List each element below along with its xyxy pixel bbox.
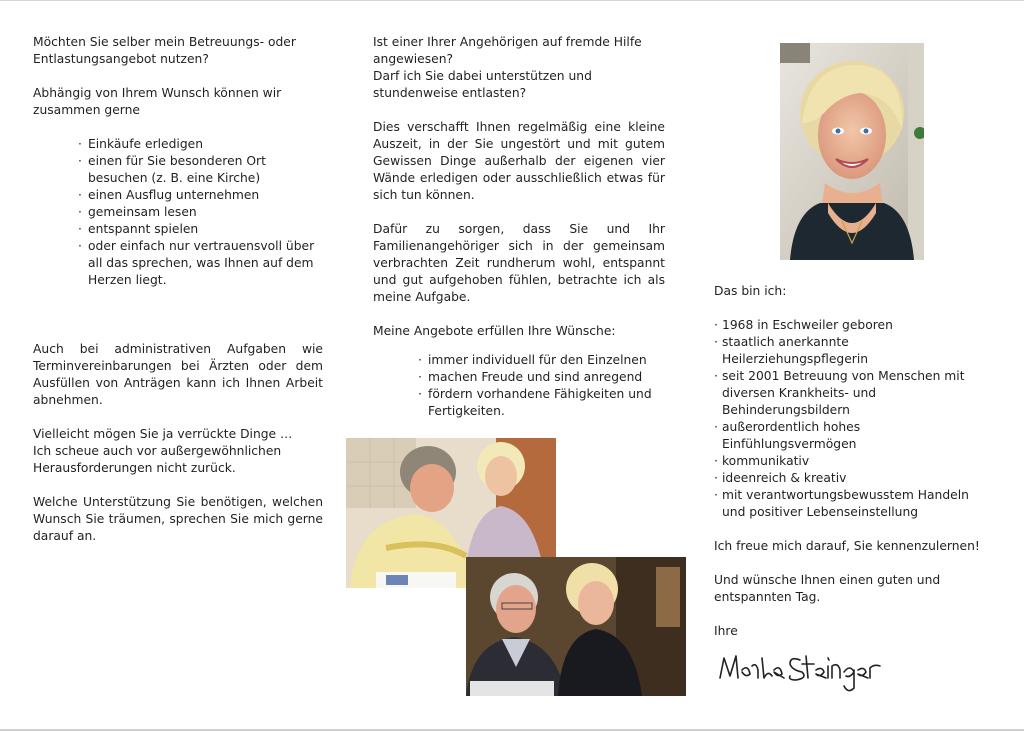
crazy-line-1: Vielleicht mögen Sie ja verrückte Dinge … — [33, 427, 293, 441]
break-text: Dies verschafft Ihnen regelmäßig eine kleine Auszeit, in der Sie ungestört und mit gutem Gewissen Dinge außerhalb der eigenen vier Wände erledigen oder ausschließlich etwas für sich tun können. — [373, 120, 665, 202]
question-line-2: Darf ich Sie dabei unterstützen und stundenweise entlasten? — [373, 69, 592, 100]
greeting-2: Und wünsche Ihnen einen guten und entspannten Tag. — [714, 573, 941, 604]
depending-text: Abhängig von Ihrem Wunsch können wir zusammen gerne — [33, 86, 282, 117]
list-item: · machen Freude und sind anregend — [428, 369, 668, 386]
left-column — [33, 34, 323, 545]
sign-off: Ihre — [714, 624, 738, 638]
list-item: · immer individuell für den Einzelnen — [428, 352, 668, 369]
facts-list — [714, 317, 994, 521]
list-item: · außerordentlich hohes Einfühlungsvermögen — [714, 419, 994, 453]
crazy-line-2: Ich scheue auch vor außergewöhnlichen Herausforderungen nicht zurück. — [33, 444, 282, 475]
list-item: · mit verantwortungsbewusstem Handeln und positiver Lebenseinstellung — [714, 487, 994, 521]
list-item: · entspannt spielen — [88, 221, 320, 238]
admin-text: Auch bei administrativen Aufgaben wie Terminvereinbarungen bei Ärzten oder dem Ausfüllen von Anträgen kann ich Ihnen Arbeit abnehmen. — [33, 342, 323, 407]
greeting-1: Ich freue mich darauf, Sie kennenzulernen! — [714, 539, 980, 553]
right-column — [714, 283, 1004, 640]
list-item: · einen Ausflug unternehmen — [88, 187, 320, 204]
task-text: Dafür zu sorgen, dass Sie und Ihr Familienangehöriger sich in der gemeinsam verbrachten Zeit rundherum wohl, entspannt und gut aufgehoben fühlen, betrachte ich als meine Aufgabe. — [373, 222, 665, 304]
list-item: · staatlich anerkannte Heilerziehungspflegerin — [714, 334, 994, 368]
list-item: · gemeinsam lesen — [88, 204, 320, 221]
offers-heading: Meine Angebote erfüllen Ihre Wünsche: — [373, 324, 616, 338]
intro-question: Möchten Sie selber mein Betreuungs- oder Entlastungsangebot nutzen? — [33, 35, 296, 66]
list-item: · kommunikativ — [714, 453, 994, 470]
list-item: · ideenreich & kreativ — [714, 470, 994, 487]
list-item: · fördern vorhandene Fähigkeiten und Fertigkeiten. — [428, 386, 668, 420]
list-item: · einen für Sie besonderen Ort besuchen (z. B. eine Kirche) — [88, 153, 320, 187]
list-item: · 1968 in Eschweiler geboren — [714, 317, 994, 334]
closing-text: Welche Unterstützung Sie benötigen, welchen Wunsch Sie träumen, sprechen Sie mich gerne darauf an. — [33, 495, 323, 543]
middle-column — [373, 34, 665, 420]
list-item: · seit 2001 Betreuung von Menschen mit diversen Krankheits- und Behinderungsbildern — [714, 368, 994, 419]
page-top-edge — [0, 0, 1024, 1]
question-line-1: Ist einer Ihrer Angehörigen auf fremde Hilfe angewiesen? — [373, 35, 642, 66]
about-heading: Das bin ich: — [714, 284, 787, 298]
activities-list — [88, 136, 320, 289]
portrait-photo — [780, 43, 924, 260]
photo-computer-together — [466, 557, 686, 696]
handwritten-signature — [716, 648, 886, 698]
offers-list — [428, 352, 668, 420]
list-item: · oder einfach nur vertrauensvoll über all das sprechen, was Ihnen auf dem Herzen liegt. — [88, 238, 320, 289]
list-item: · Einkäufe erledigen — [88, 136, 320, 153]
